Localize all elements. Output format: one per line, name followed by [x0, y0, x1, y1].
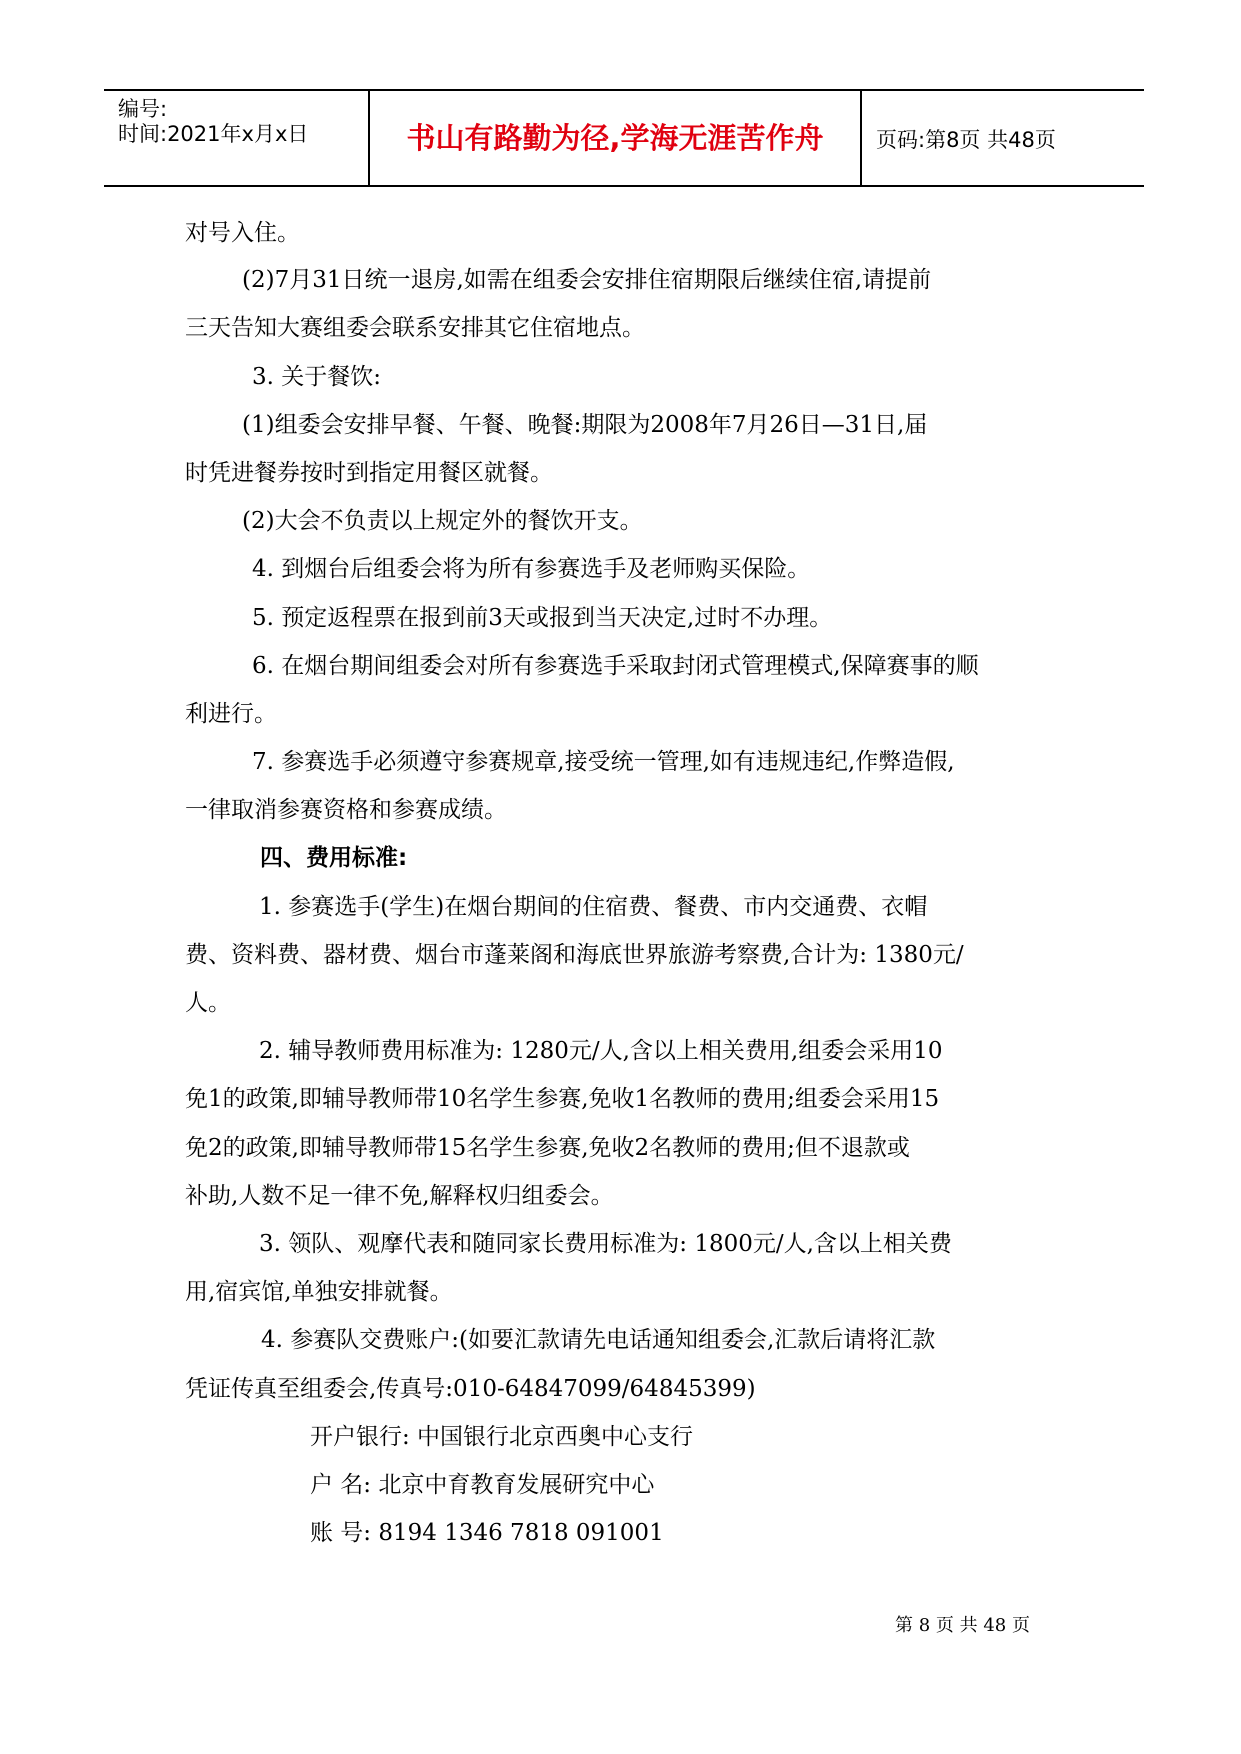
text-line: 对号入住。	[185, 220, 300, 246]
document-time-label: 时间:2021年x月x日	[118, 122, 309, 146]
account-number-line: 账 号: 8194 1346 7818 091001	[310, 1520, 664, 1546]
header-info-cell	[104, 91, 370, 185]
text-line: 4. 到烟台后组委会将为所有参赛选手及老师购买保险。	[252, 556, 811, 582]
header-table	[104, 89, 1144, 187]
text-line: (2)大会不负责以上规定外的餐饮开支。	[242, 508, 643, 534]
text-line: 用,宿宾馆,单独安排就餐。	[185, 1279, 453, 1305]
text-line: 7. 参赛选手必须遵守参赛规章,接受统一管理,如有违规违纪,作弊造假,	[252, 749, 955, 775]
text-line: 时凭进餐券按时到指定用餐区就餐。	[185, 460, 553, 486]
text-line: 补助,人数不足一律不免,解释权归组委会。	[185, 1183, 614, 1209]
document-number-label: 编号:	[118, 97, 168, 121]
text-line: 4. 参赛队交费账户:(如要汇款请先电话通知组委会,汇款后请将汇款	[261, 1327, 936, 1353]
account-holder-line: 户 名: 北京中育教育发展研究中心	[310, 1472, 655, 1498]
header-motto: 书山有路勤为径,学海无涯苦作舟	[406, 121, 824, 155]
text-line: (1)组委会安排早餐、午餐、晚餐:期限为2008年7月26日—31日,届	[242, 412, 928, 438]
text-line: 3. 领队、观摩代表和随同家长费用标准为: 1800元/人,含以上相关费	[259, 1231, 952, 1257]
text-line: 利进行。	[185, 701, 277, 727]
header-motto-cell	[370, 91, 862, 185]
text-line: 免2的政策,即辅导教师带15名学生参赛,免收2名教师的费用;但不退款或	[185, 1135, 910, 1161]
text-line: 费、资料费、器材费、烟台市蓬莱阁和海底世界旅游考察费,合计为: 1380元/	[185, 942, 964, 968]
text-line: 一律取消参赛资格和参赛成绩。	[185, 797, 507, 823]
header-page-number: 页码:第8页 共48页	[876, 128, 1056, 152]
text-line: 人。	[185, 990, 231, 1016]
text-line: 6. 在烟台期间组委会对所有参赛选手采取封闭式管理模式,保障赛事的顺	[252, 653, 979, 679]
text-line: 5. 预定返程票在报到前3天或报到当天决定,过时不办理。	[252, 605, 833, 631]
text-line: 1. 参赛选手(学生)在烟台期间的住宿费、餐费、市内交通费、衣帽	[259, 894, 928, 920]
bank-name-line: 开户银行: 中国银行北京西奥中心支行	[310, 1424, 694, 1450]
section-heading: 四、费用标准:	[260, 845, 408, 871]
text-line: 2. 辅导教师费用标准为: 1280元/人,含以上相关费用,组委会采用10	[259, 1038, 943, 1064]
text-line: (2)7月31日统一退房,如需在组委会安排住宿期限后继续住宿,请提前	[242, 267, 932, 293]
text-line: 三天告知大赛组委会联系安排其它住宿地点。	[185, 315, 645, 341]
text-line: 免1的政策,即辅导教师带10名学生参赛,免收1名教师的费用;组委会采用15	[185, 1086, 940, 1112]
text-line: 凭证传真至组委会,传真号:010-64847099/64845399)	[185, 1376, 756, 1402]
header-page-cell	[862, 91, 1144, 185]
text-line: 3. 关于餐饮:	[252, 364, 382, 390]
page-footer: 第 8 页 共 48 页	[895, 1615, 1030, 1636]
